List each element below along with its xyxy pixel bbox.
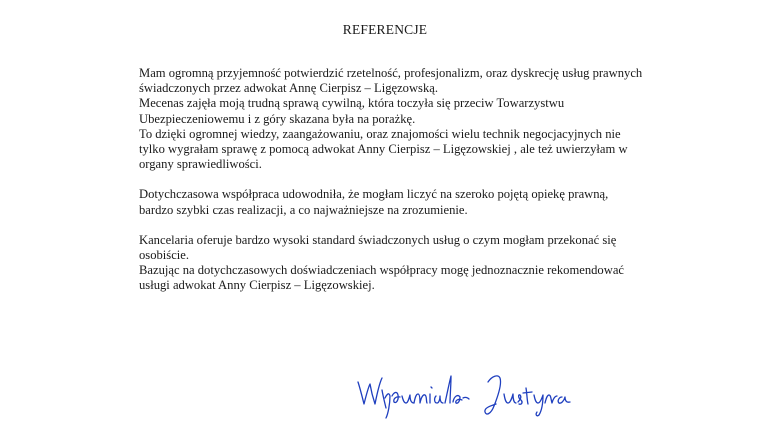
text-line: usługi adwokat Anny Cierpisz – Ligęzowskiej. [139, 278, 375, 293]
text-line: bardzo szybki czas realizacji, a co najważniejsze na zrozumienie. [139, 202, 468, 217]
letter-body [139, 66, 644, 294]
text-line: organy sprawiedliwości. [139, 157, 262, 172]
text-line: Dotychczasowa współpraca udowodniła, że mogłam liczyć na szeroko pojętą opiekę prawną, [139, 187, 609, 202]
paragraph-1 [139, 66, 644, 172]
text-line: Mam ogromną przyjemność potwierdzić rzetelność, profesjonalizm, oraz dyskrecję usług prawnych [139, 66, 643, 80]
text-line: tylko wygrałam sprawę z pomocą adwokat Anny Cierpisz – Ligęzowskiej , ale też uwierzyłam w [139, 142, 628, 157]
text-line: Mecenas zajęła moją trudną sprawą cywilną, która toczyła się przeciw Towarzystwu [139, 96, 565, 111]
text-line: Bazując na dotychczasowych doświadczeniach współpracy mogę jednoznacznie rekomendować [139, 263, 625, 278]
text-line: świadczonych przez adwokat Annę Cierpisz – Ligęzowską. [139, 81, 438, 96]
paragraph-2 [139, 187, 644, 217]
text-line: osobiście. [139, 248, 190, 263]
text-line: To dzięki ogromnej wiedzy, zaangażowaniu, oraz znajomości wielu technik negocjacyjnych nie [139, 126, 621, 141]
text-line: Ubezpieczeniowemu i z góry skazana była na porażkę. [139, 111, 416, 126]
paragraph-3 [139, 233, 644, 294]
handwritten-signature [352, 360, 592, 420]
paragraph-spacer [139, 218, 644, 233]
signature-drawing [352, 360, 592, 420]
document-title: REFERENCJE [342, 22, 428, 37]
text-line: Kancelaria oferuje bardzo wysoki standard świadczonych usług o czym mogłam przekonać się [139, 232, 617, 247]
paragraph-spacer [139, 172, 644, 187]
